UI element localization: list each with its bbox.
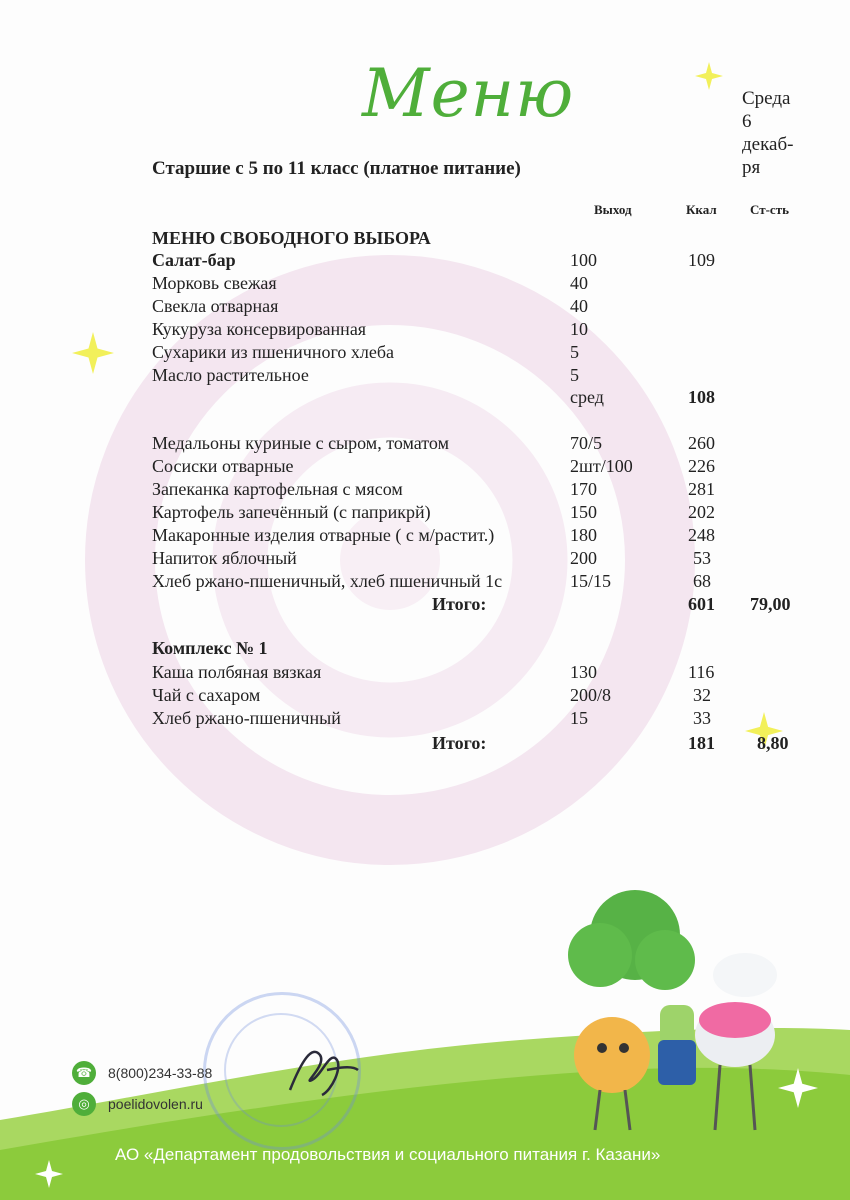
total-kcal: 601 — [688, 594, 715, 614]
menu-row — [0, 685, 850, 708]
column-header-cost: Ст-сть — [750, 202, 789, 217]
section-heading-row — [0, 228, 850, 251]
menu-row — [0, 662, 850, 685]
day-line: Среда — [742, 88, 791, 109]
contact-phone — [72, 1061, 212, 1085]
item-out: 200/8 — [570, 685, 612, 705]
item-out: 40 — [570, 296, 588, 316]
item-kcal: 32 — [693, 685, 711, 705]
item-out: 200 — [570, 548, 597, 568]
menu-row — [0, 250, 850, 273]
menu-row — [0, 319, 850, 342]
total-row — [0, 594, 850, 617]
menu-subtitle: Старшие с 5 по 11 класс (платное питание) — [152, 158, 521, 179]
item-out: 10 — [570, 319, 588, 339]
sparkle-star-icon — [778, 1068, 818, 1108]
item-out: 40 — [570, 273, 588, 293]
day-date — [742, 87, 812, 179]
total-kcal: 181 — [688, 733, 715, 753]
menu-row — [0, 525, 850, 548]
website-link[interactable]: poelidovolen.ru — [108, 1096, 203, 1112]
item-out: 100 — [570, 250, 597, 270]
phone-number: 8(800)234-33-88 — [108, 1065, 213, 1081]
item-kcal: 260 — [688, 433, 715, 453]
item-name: Масло растительное — [152, 365, 309, 385]
item-kcal: 281 — [688, 479, 715, 499]
total-cost: 79,00 — [750, 594, 791, 614]
item-out: 150 — [570, 502, 597, 522]
menu-row — [0, 273, 850, 296]
contact-website[interactable] — [72, 1092, 203, 1116]
total-label: Итого: — [432, 733, 487, 753]
vegetable-mascots-illustration — [540, 880, 800, 1140]
item-out: 130 — [570, 662, 597, 682]
item-out: 15/15 — [570, 571, 612, 591]
item-kcal: 33 — [693, 708, 711, 728]
item-name: Сухарики из пшеничного хлеба — [152, 342, 395, 362]
menu-row — [0, 365, 850, 388]
item-name: Салат-бар — [152, 250, 236, 270]
average-label: сред — [570, 387, 604, 407]
section-heading: МЕНЮ СВОБОДНОГО ВЫБОРА — [152, 228, 431, 248]
item-name: Каша полбяная вязкая — [152, 662, 322, 682]
item-name: Медальоны куриные с сыром, томатом — [152, 433, 449, 453]
menu-row — [0, 502, 850, 525]
item-kcal: 68 — [693, 571, 711, 591]
item-out: 170 — [570, 479, 597, 499]
item-name: Картофель запечённый (с паприкрй) — [152, 502, 431, 522]
column-header-kcal: Ккал — [686, 202, 717, 217]
globe-icon: ◎ — [72, 1092, 96, 1116]
item-kcal: 226 — [688, 456, 715, 476]
average-row — [0, 387, 850, 410]
menu-row — [0, 296, 850, 319]
item-out: 70/5 — [570, 433, 603, 453]
day-line: декаб- — [742, 134, 794, 155]
item-name: Макаронные изделия отварные ( с м/растит.) — [152, 525, 495, 545]
menu-row — [0, 548, 850, 571]
menu-row — [0, 479, 850, 502]
item-out: 2шт/100 — [570, 456, 633, 476]
item-kcal: 202 — [688, 502, 715, 522]
total-cost: 8,80 — [757, 733, 789, 753]
organization-name: АО «Департамент продовольствия и социального питания г. Казани» — [115, 1145, 661, 1164]
menu-row — [0, 342, 850, 365]
item-kcal: 53 — [693, 548, 711, 568]
item-out: 180 — [570, 525, 597, 545]
column-header-out: Выход — [594, 202, 632, 217]
item-kcal: 248 — [688, 525, 715, 545]
section-heading: Комплекс № 1 — [152, 638, 268, 658]
item-name: Хлеб ржано-пшеничный — [152, 708, 341, 728]
page-title: Меню — [362, 55, 575, 132]
phone-icon: ☎ — [72, 1061, 96, 1085]
item-name: Напиток яблочный — [152, 548, 297, 568]
item-name: Хлеб ржано-пшеничный, хлеб пшеничный 1с — [152, 571, 503, 591]
section-heading-row — [0, 638, 850, 661]
menu-row — [0, 708, 850, 731]
item-name: Запеканка картофельная с мясом — [152, 479, 403, 499]
item-name: Сосиски отварные — [152, 456, 294, 476]
sparkle-star-icon — [695, 62, 723, 90]
menu-row — [0, 433, 850, 456]
day-line: ря — [742, 157, 761, 178]
average-kcal: 108 — [688, 387, 715, 407]
sparkle-star-icon — [35, 1160, 63, 1188]
item-name: Морковь свежая — [152, 273, 277, 293]
menu-row — [0, 456, 850, 479]
item-kcal: 116 — [688, 662, 715, 682]
menu-row — [0, 571, 850, 594]
item-name: Свекла отварная — [152, 296, 279, 316]
item-kcal: 109 — [688, 250, 715, 270]
total-label: Итого: — [432, 594, 487, 614]
day-line: 6 — [742, 111, 752, 132]
item-out: 5 — [570, 365, 579, 385]
item-out: 15 — [570, 708, 588, 728]
signature — [282, 1040, 362, 1100]
item-name: Чай с сахаром — [152, 685, 261, 705]
total-row — [0, 733, 850, 756]
item-name: Кукуруза консервированная — [152, 319, 367, 339]
item-out: 5 — [570, 342, 579, 362]
